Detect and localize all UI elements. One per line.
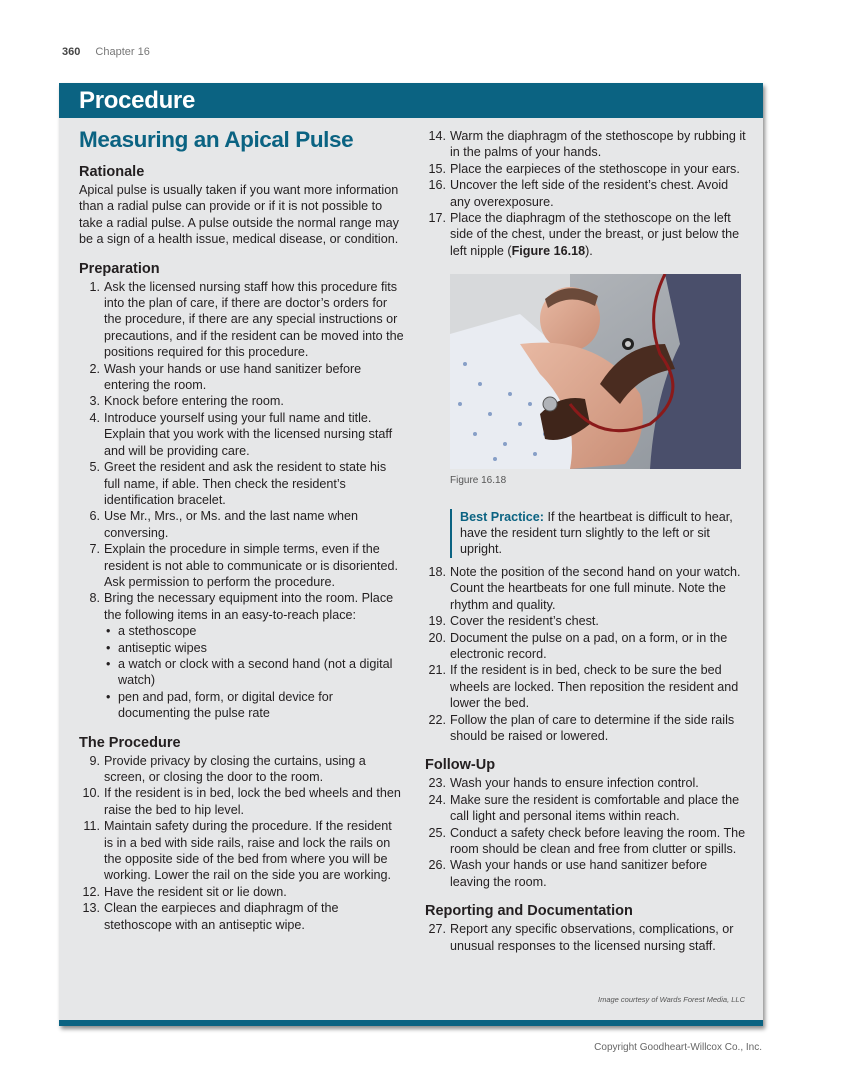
page-number: 360 (62, 46, 81, 58)
step-text: Wash your hands or use hand sanitizer before leaving the room. (450, 858, 708, 889)
step-number: 20. (428, 630, 446, 645)
step-number: 9. (89, 753, 100, 768)
step-number: 16. (428, 178, 446, 193)
right-column (425, 128, 750, 954)
image-credit: Image courtesy of Wards Forest Media, LLC (597, 995, 745, 1004)
figure-photo (450, 274, 741, 469)
list-item: • a watch or clock with a second hand (not a digital watch) (104, 656, 404, 689)
step-text: Ask the licensed nursing staff how this procedure fits into the plan of care, if there are doctor’s orders for the procedure, if there are any special instructions or precautions, and if the resident can be moved into the positions required for this procedure. (104, 279, 404, 360)
rationale-heading: Rationale (79, 164, 145, 180)
chapter-label: Chapter 16 (95, 46, 150, 58)
running-head (62, 46, 150, 58)
procedure-header-bar (59, 83, 763, 118)
step-number: 14. (428, 129, 446, 143)
step-number: 26. (428, 858, 446, 873)
procedure-box-title: Procedure (79, 87, 196, 114)
best-practice-label: Best Practice: (460, 509, 544, 524)
step-text: If the resident is in bed, lock the bed wheels and then raise the bed to hip level. (104, 786, 401, 817)
step-text: Place the diaphragm of the stethoscope on the left side of the chest, under the breast, or just below the left nipple ( (450, 211, 740, 258)
list-item: • a stethoscope (104, 623, 404, 639)
left-column (79, 127, 404, 933)
list-item (425, 792, 750, 825)
step-number: 12. (82, 884, 100, 899)
step-number: 27. (428, 922, 446, 937)
list-item (425, 564, 750, 613)
list-item (79, 410, 404, 459)
step-text-end: ). (585, 243, 593, 258)
step-number: 3. (89, 394, 100, 409)
follow-up-steps (425, 775, 750, 890)
best-practice-text: If the heartbeat is difficult to hear, have the resident turn slightly to the left or sit upright. (460, 509, 733, 557)
list-item (79, 459, 404, 508)
list-item (425, 921, 750, 954)
procedure-steps-after (425, 564, 750, 744)
rationale-text: Apical pulse is usually taken if you want more information than a radial pulse can provide or if it is not possible to take a radial pulse. A pulse outside the normal range may be a sign of a health issue, medical disease, or condition. (79, 183, 399, 247)
stethoscope-photo-illustration (450, 274, 741, 469)
list-item (425, 128, 750, 161)
step-number: 1. (89, 279, 100, 294)
step-number: 23. (428, 776, 446, 791)
step-number: 2. (89, 361, 100, 376)
step-text: Place the earpieces of the stethoscope in your ears. (450, 161, 740, 176)
follow-up-heading: Follow-Up (425, 757, 496, 774)
preparation-steps (79, 279, 404, 722)
list-item (425, 712, 750, 745)
step-number: 25. (428, 825, 446, 840)
spacer (425, 890, 750, 902)
step-text: Greet the resident and ask the resident to state his full name, if able. Then check the resident’s identification bracelet. (104, 460, 387, 507)
step-text: Explain the procedure in simple terms, even if the resident is not able to communicate or is disoriented. Ask permission to perform the procedure. (104, 542, 399, 589)
step-text: Cover the resident’s chest. (450, 614, 599, 629)
list-item (425, 775, 750, 791)
list-item (425, 177, 750, 210)
list-item (425, 630, 750, 663)
step-text: Wash your hands or use hand sanitizer before entering the room. (104, 361, 362, 393)
list-item (79, 393, 404, 409)
list-item (79, 753, 404, 786)
step-text: Wash your hands to ensure infection control. (450, 776, 699, 791)
step-text: If the resident is in bed, check to be sure the bed wheels are locked. Then reposition the resident and lower the bed. (450, 663, 739, 711)
list-item (425, 613, 750, 629)
step-text: Maintain safety during the procedure. If the resident is in a bed with side rails, raise and lock the rails on the opposite side of the bed from where you will be working. Lower the rail on the side you are working. (104, 819, 392, 883)
list-item (425, 662, 750, 711)
list-item (79, 590, 404, 721)
list-item: • antiseptic wipes (104, 640, 404, 656)
list-item (79, 508, 404, 541)
list-item (79, 900, 404, 933)
equipment-list (104, 623, 404, 721)
step-text: Clean the earpieces and diaphragm of the stethoscope with an antiseptic wipe. (104, 901, 339, 932)
copyright-notice: Copyright Goodheart-Willcox Co., Inc. (594, 1042, 762, 1053)
step-text: Document the pulse on a pad, on a form, or in the electronic record. (450, 630, 728, 661)
step-text: Make sure the resident is comfortable and place the call light and personal items within reach. (450, 792, 740, 824)
step-text: Have the resident sit or lie down. (104, 884, 287, 899)
list-item (425, 161, 750, 177)
step-text: Follow the plan of care to determine if the side rails should be raised or lowered. (450, 712, 735, 743)
procedure-title: Measuring an Apical Pulse (79, 127, 354, 152)
step-text: Uncover the left side of the resident’s chest. Avoid any overexposure. (450, 178, 729, 209)
preparation-heading: Preparation (79, 260, 160, 277)
step-number: 4. (89, 410, 100, 425)
list-item (79, 818, 404, 884)
step-number: 22. (428, 712, 446, 727)
spacer (425, 744, 750, 756)
step-number: 8. (89, 591, 100, 606)
procedure-footer-bar (59, 1020, 763, 1026)
procedure-steps-left (79, 753, 404, 933)
list-item (79, 279, 404, 361)
figure-reference: Figure 16.18 (511, 243, 586, 258)
step-number: 15. (428, 161, 446, 176)
step-number: 7. (89, 542, 100, 557)
step-number: 24. (428, 792, 446, 807)
reporting-steps (425, 921, 750, 954)
step-number: 11. (83, 819, 100, 834)
step-number: 18. (428, 564, 446, 579)
step-text: Conduct a safety check before leaving the room. The room should be clean and free from clutter or spills. (450, 825, 746, 856)
procedure-box (59, 83, 763, 1026)
step-text: Note the position of the second hand on your watch. Count the heartbeats for one full minute. Note the rhythm and quality. (450, 564, 741, 612)
list-item (425, 857, 750, 890)
procedure-steps-right (425, 128, 750, 259)
step-number: 6. (89, 509, 100, 524)
step-text: Warm the diaphragm of the stethoscope by rubbing it in the palms of your hands. (450, 129, 746, 160)
list-item (425, 825, 750, 858)
step-number: 5. (89, 460, 100, 475)
step-number: 10. (82, 786, 100, 801)
step-number: 13. (82, 901, 100, 916)
step-text: Bring the necessary equipment into the room. Place the following items in an easy-to-reach place: (104, 591, 394, 622)
spacer (79, 722, 404, 734)
list-item: • pen and pad, form, or digital device for documenting the pulse rate (104, 689, 404, 722)
step-text: Knock before entering the room. (104, 394, 284, 409)
reporting-heading: Reporting and Documentation (425, 903, 633, 920)
step-text: Provide privacy by closing the curtains, using a screen, or closing the door to the room. (104, 753, 366, 784)
the-procedure-heading: The Procedure (79, 734, 181, 751)
step-number: 17. (428, 211, 446, 226)
best-practice-callout (450, 509, 735, 558)
list-item (79, 541, 404, 590)
list-item (79, 785, 404, 818)
list-item (79, 361, 404, 394)
step-number: 19. (428, 614, 446, 629)
step-text: Use Mr., Mrs., or Ms. and the last name when conversing. (104, 509, 359, 540)
step-text: Report any specific observations, complications, or unusual responses to the licensed nursing staff. (450, 922, 734, 953)
step-number: 21. (428, 663, 446, 678)
list-item (425, 210, 750, 259)
list-item (79, 884, 404, 900)
figure-caption: Figure 16.18 (450, 475, 507, 487)
step-text: Introduce yourself using your full name and title. Explain that you work with the licensed nursing staff and will be providing care. (104, 410, 393, 458)
